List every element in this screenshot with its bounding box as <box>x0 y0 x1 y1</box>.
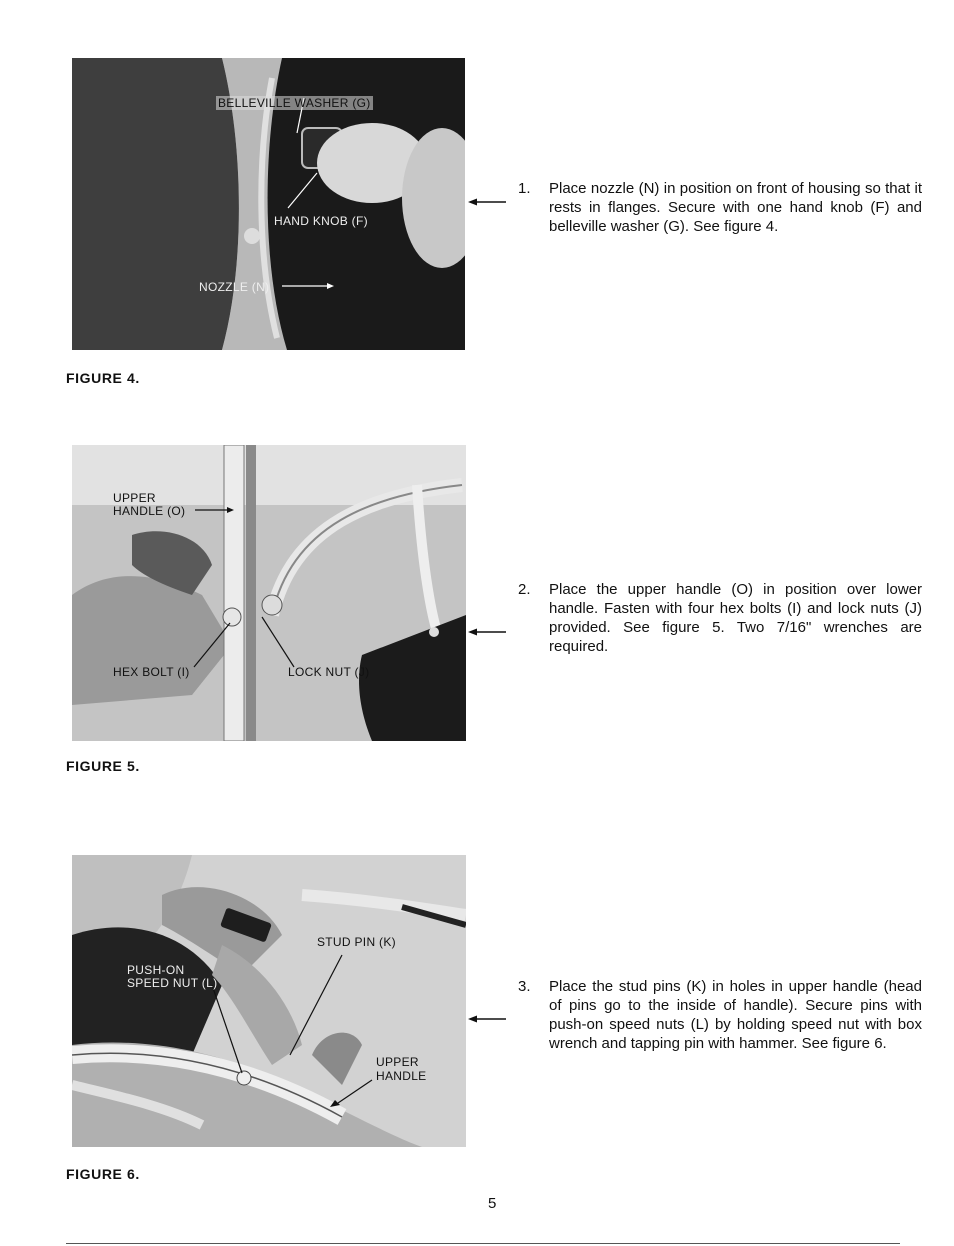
callout-hand-knob: HAND KNOB (F) <box>274 214 368 228</box>
step-1-arrow-icon <box>468 197 508 207</box>
step-1 <box>518 179 922 236</box>
figure-4-photo <box>72 58 465 350</box>
callout-upper-handle-line1-fig6: UPPER <box>376 1055 419 1069</box>
callout-upper-handle-line2-fig6: HANDLE <box>376 1069 427 1083</box>
step-3-number: 3. <box>518 978 531 995</box>
step-3-text: Place the stud pins (K) in holes in upper handle (head of pins go to the inside of handle). Secure pins with push-on speed nuts (L) by holding speed nut with box wrench and tapping pin with hammer. See figure 6. <box>549 978 922 1052</box>
callout-stud-pin: STUD PIN (K) <box>317 935 396 949</box>
step-3 <box>518 977 922 1053</box>
figure-4-label: FIGURE 4. <box>66 370 140 386</box>
callout-lock-nut: LOCK NUT (J) <box>288 665 370 679</box>
figure-5-photo <box>72 445 466 741</box>
page-number: 5 <box>488 1195 497 1212</box>
step-3-arrow-icon <box>468 1014 508 1024</box>
step-2-text: Place the upper handle (O) in position over lower handle. Fasten with four hex bolts (I) and lock nuts (J) provided. See figure 5. Two 7/16" wrenches are required. <box>549 581 922 655</box>
figure-6-photo <box>72 855 466 1147</box>
step-2-arrow-icon <box>468 627 508 637</box>
figure-5-illustration <box>72 445 466 741</box>
callout-upper-handle-line2: HANDLE (O) <box>113 504 186 518</box>
callout-speed-nut-line2: SPEED NUT (L) <box>127 976 218 990</box>
callout-hex-bolt: HEX BOLT (I) <box>113 665 190 679</box>
figure-6-illustration <box>72 855 466 1147</box>
step-1-text: Place nozzle (N) in position on front of housing so that it rests in flanges. Secure with one hand knob (F) and belleville washer (G). See figure 4. <box>549 180 922 235</box>
callout-upper-handle-line1: UPPER <box>113 491 156 505</box>
step-1-number: 1. <box>518 180 531 197</box>
bottom-rule <box>66 1243 900 1244</box>
callout-nozzle: NOZZLE (N) <box>199 280 270 294</box>
step-2 <box>518 580 922 656</box>
step-2-number: 2. <box>518 581 531 598</box>
figure-6-label: FIGURE 6. <box>66 1166 140 1182</box>
callout-belleville-washer: BELLEVILLE WASHER (G) <box>218 96 371 110</box>
figure-5-label: FIGURE 5. <box>66 758 140 774</box>
callout-push-on-line1: PUSH-ON <box>127 963 185 977</box>
